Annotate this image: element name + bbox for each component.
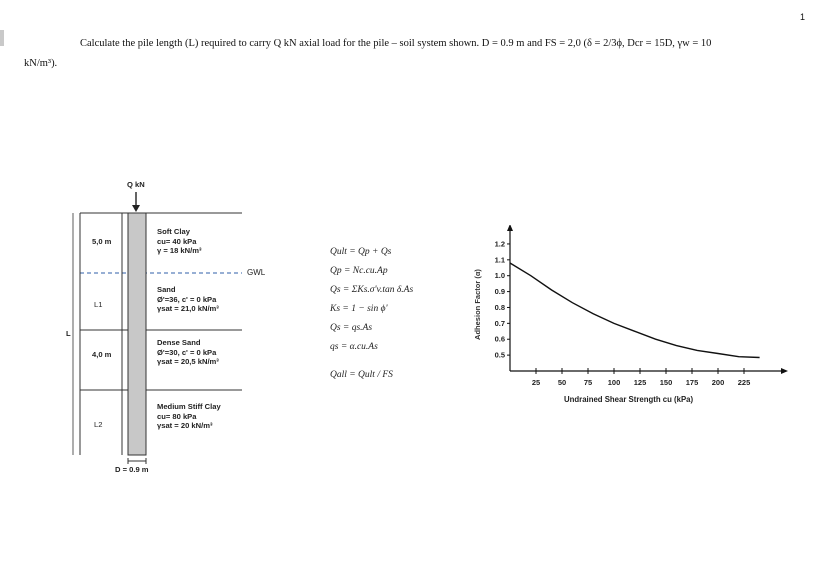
x-tick-label: 25 xyxy=(531,378,541,387)
y-tick-label: 0.6 xyxy=(494,334,505,344)
layer-name: Soft Clay xyxy=(157,227,190,236)
x-tick-label: 150 xyxy=(659,378,673,387)
x-tick-label: 175 xyxy=(685,378,699,387)
x-tick-label: 200 xyxy=(711,378,725,387)
layer-prop2: γsat = 21,0 kN/m³ xyxy=(157,304,219,313)
layer-prop1: Ø'=30, c' = 0 kPa xyxy=(157,347,217,357)
y-tick-label: 0.9 xyxy=(494,287,505,297)
layer-prop1: Ø'=36, c' = 0 kPa xyxy=(157,294,217,304)
diameter-label: D = 0.9 m xyxy=(115,465,149,474)
soil-profile-diagram xyxy=(60,170,260,480)
layer-name: Sand xyxy=(157,285,176,294)
layer-prop2: γ = 18 kN/m³ xyxy=(157,246,202,255)
equation-qult: Qult = Qp + Qs xyxy=(330,247,392,257)
load-arrow-head xyxy=(132,205,140,212)
question-line-2: kN/m³). xyxy=(24,58,58,69)
left-edge-marker xyxy=(0,30,4,46)
layer-prop2: γsat = 20 kN/m³ xyxy=(157,421,213,430)
x-tick-label: 100 xyxy=(607,378,621,387)
x-tick-label: 75 xyxy=(583,378,593,387)
equation-qs-sum: Qs = ΣKs.σ'v.tan δ.As xyxy=(330,285,414,295)
layer-dense-sand xyxy=(157,338,219,367)
layer-prop1: cu= 80 kPa xyxy=(157,411,197,421)
layer-prop1: cu= 40 kPa xyxy=(157,236,197,246)
depth-label-dense-sand: 4,0 m xyxy=(92,350,112,359)
adhesion-chart xyxy=(470,225,800,390)
layer-prop2: γsat = 20,5 kN/m³ xyxy=(157,357,219,366)
gwl-label: GWL xyxy=(247,268,266,277)
pile-length-label: L xyxy=(66,329,71,338)
chart-xlabel: Undrained Shear Strength cu (kPa) xyxy=(564,395,694,404)
y-tick-label: 0.8 xyxy=(494,302,505,312)
equation-qs: Qs = qs.As xyxy=(330,323,373,333)
layer-sand xyxy=(157,285,219,314)
x-tick-label: 125 xyxy=(633,378,647,387)
question-line-1: Calculate the pile length (L) required to carry Q kN axial load for the pile – soil system shown. D = 0.9 m and FS = 2,0 (δ = 2/3ϕ, Dcr = 15D, γw = 10 xyxy=(80,38,712,49)
y-axis-arrow xyxy=(507,225,513,231)
depth-label-soft-clay: 5,0 m xyxy=(92,237,112,246)
page-number: 1 xyxy=(800,12,806,22)
load-label: Q kN xyxy=(127,180,145,189)
chart-ylabel: Adhesion Factor (α) xyxy=(472,269,482,340)
y-tick-label: 0.5 xyxy=(494,350,505,360)
equation-qall: Qall = Qult / FS xyxy=(330,370,393,380)
pile xyxy=(128,213,146,455)
x-tick-label: 50 xyxy=(557,378,567,387)
y-tick-label: 1.2 xyxy=(494,239,505,249)
y-tick-label: 1.0 xyxy=(494,271,505,281)
equation-ks: Ks = 1 − sin ϕ' xyxy=(330,304,388,314)
equation-qs-unit: qs = α.cu.As xyxy=(330,342,378,352)
layer-soft-clay xyxy=(157,227,202,256)
y-tick-label: 1.1 xyxy=(494,255,505,265)
layer-medium-stiff-clay xyxy=(157,402,221,431)
equation-qp: Qp = Nc.cu.Ap xyxy=(330,266,388,276)
depth-label-l1: L1 xyxy=(94,300,103,309)
layer-name: Medium Stiff Clay xyxy=(157,402,221,411)
y-tick-label: 0.7 xyxy=(494,318,505,328)
depth-label-l2: L2 xyxy=(94,420,103,429)
x-axis-arrow xyxy=(781,368,788,374)
layer-name: Dense Sand xyxy=(157,338,201,347)
x-tick-label: 225 xyxy=(737,378,751,387)
adhesion-curve xyxy=(510,263,760,358)
